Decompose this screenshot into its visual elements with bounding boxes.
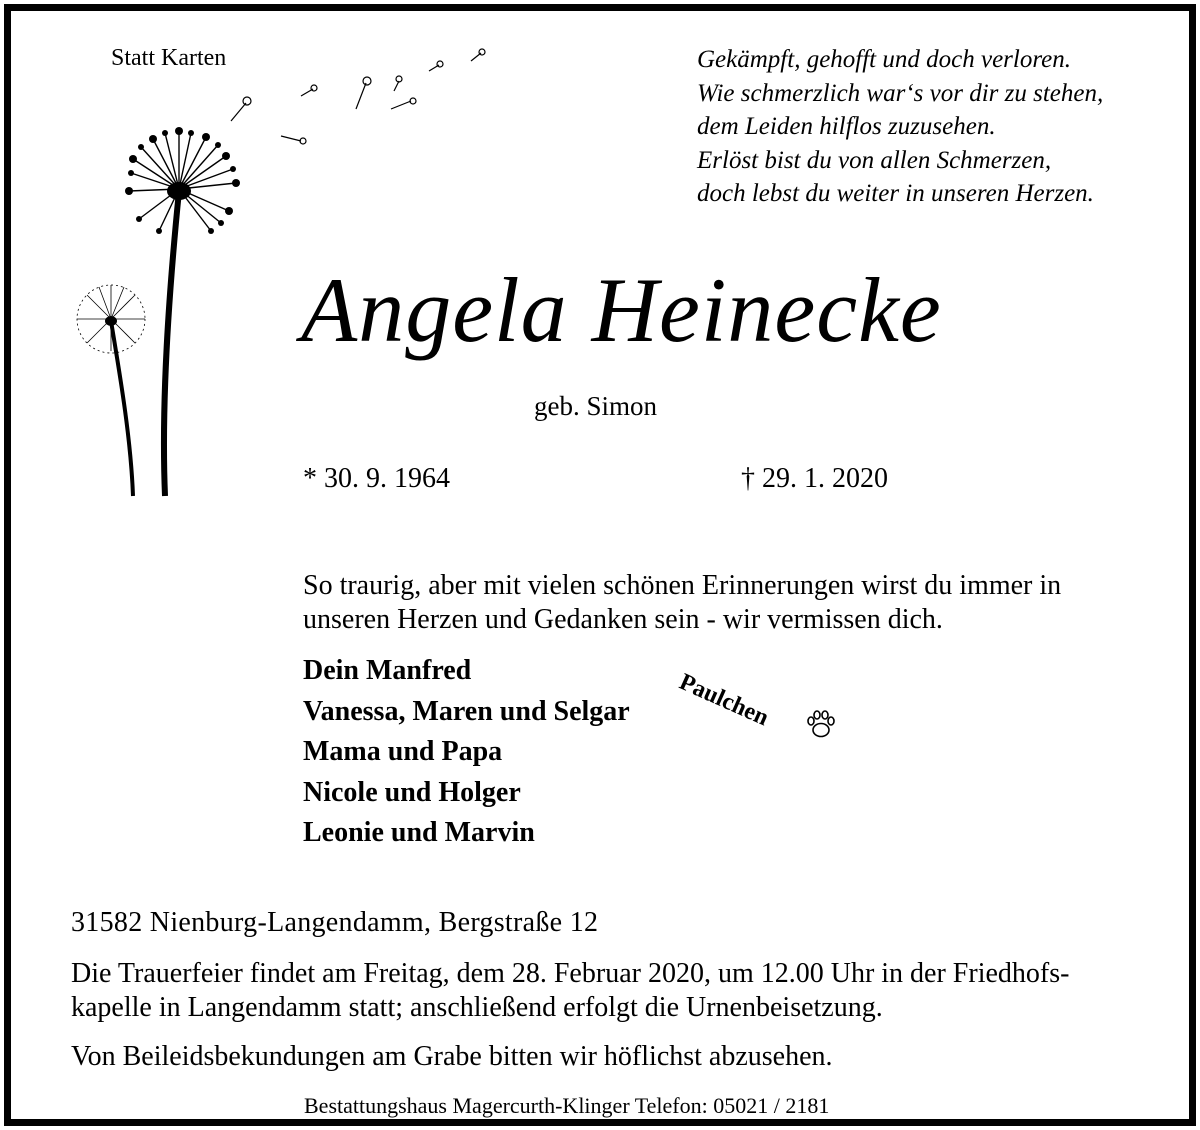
memory-text: [303, 569, 1061, 637]
obituary-notice: [4, 4, 1196, 1126]
death-date: † 29. 1. 2020: [741, 463, 888, 494]
deceased-name: Angela Heinecke: [301, 259, 942, 361]
poem-line: Erlöst bist du von allen Schmerzen,: [697, 146, 1052, 174]
paw-icon: [804, 708, 838, 742]
mourner: Mama und Papa: [303, 736, 503, 767]
service-line: kapelle in Langendamm statt; anschließend erfolgt die Urnenbeisetzung.: [71, 992, 883, 1023]
mourner: Leonie und Marvin: [303, 817, 535, 848]
memory-line: So traurig, aber mit vielen schönen Erinnerungen wirst du immer in: [303, 570, 1062, 601]
service-info: [71, 957, 1069, 1025]
poem-line: Gekämpft, gehofft und doch verloren.: [697, 46, 1071, 73]
poem-line: Wie schmerzlich war‘s vor dir zu stehen,: [697, 79, 1104, 107]
poem-line: doch lebst du weiter in unseren Herzen.: [697, 180, 1094, 207]
funeral-home: Bestattungshaus Magercurth-Klinger Telefon: 05021 / 2181: [304, 1093, 830, 1118]
poem-line: dem Leiden hilflos zuzusehen.: [697, 113, 996, 140]
service-line: Die Trauerfeier findet am Freitag, dem 28. Februar 2020, um 12.00 Uhr in der Friedhofs-: [71, 958, 1070, 989]
mourner: Vanessa, Maren und Selgar: [303, 695, 630, 727]
birth-date: * 30. 9. 1964: [303, 463, 450, 494]
poem: [697, 43, 1103, 211]
pet-name: Paulchen: [675, 669, 773, 732]
memory-line: unseren Herzen und Gedanken sein - wir vermissen dich.: [303, 604, 943, 635]
header-note: Statt Karten: [111, 45, 227, 71]
mourner: Nicole und Holger: [303, 776, 521, 808]
condolence-note: Von Beileidsbekundungen am Grabe bitten wir höflichst abzusehen.: [71, 1041, 833, 1072]
address: 31582 Nienburg-Langendamm, Bergstraße 12: [71, 907, 599, 938]
mourner: Dein Manfred: [303, 655, 472, 686]
mourners-list: [303, 651, 630, 854]
maiden-name: geb. Simon: [534, 391, 658, 421]
